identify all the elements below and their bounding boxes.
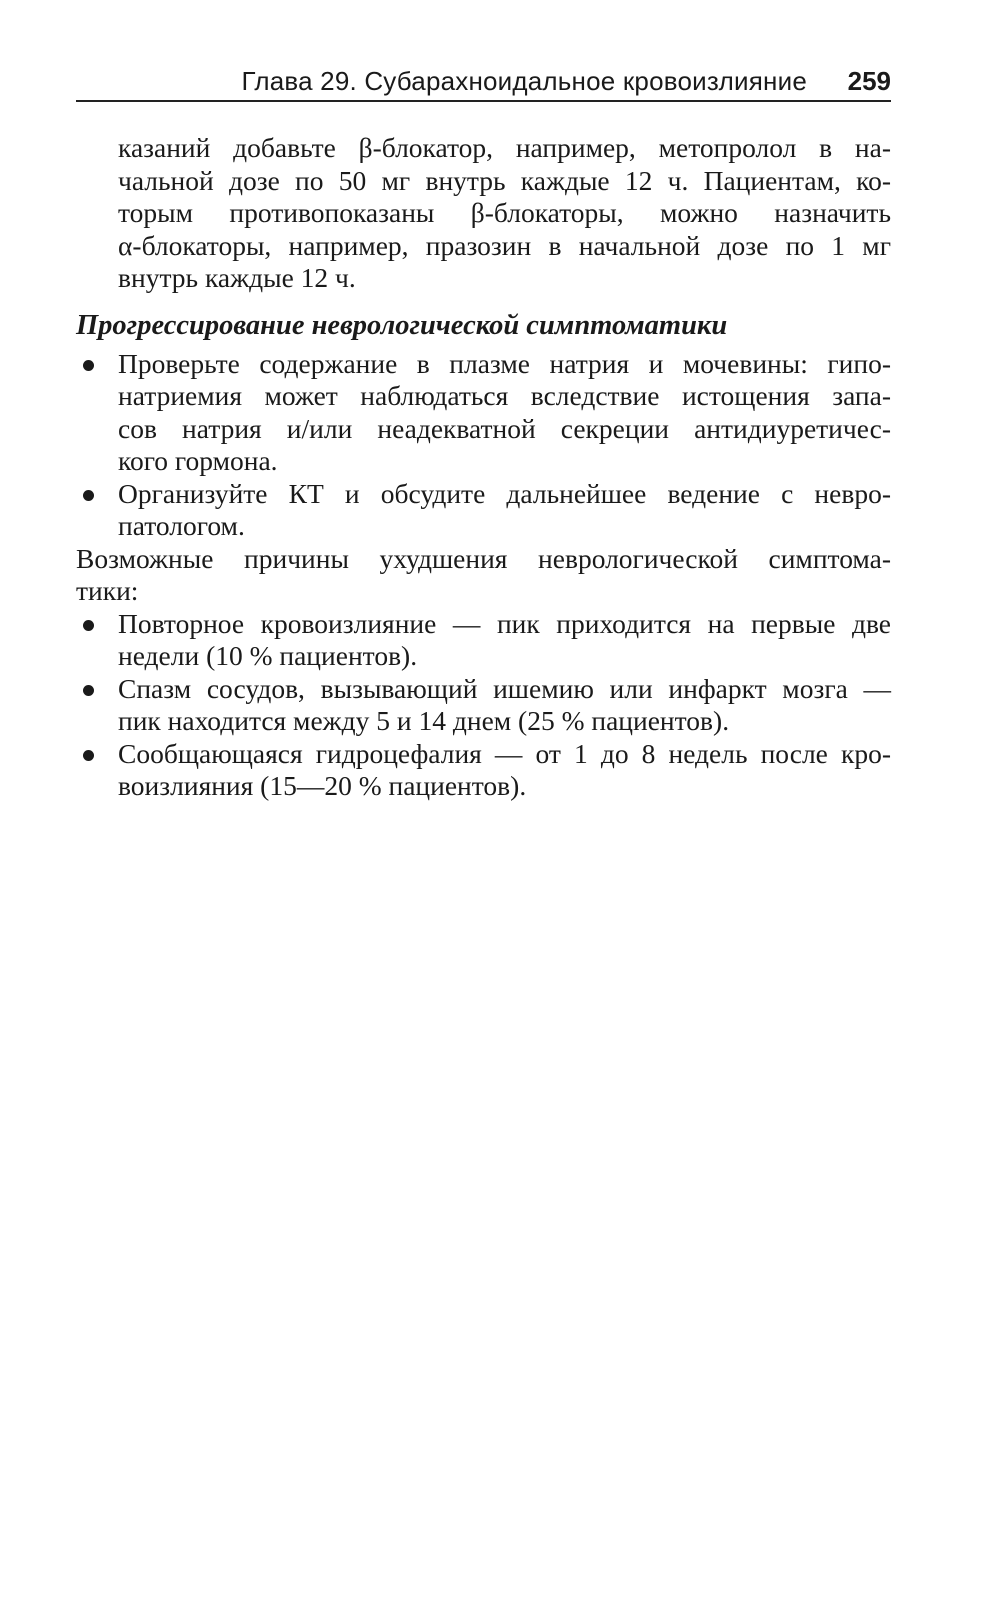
text-line: чальной дозе по 50 мг внутрь каждые 12 ч. Пациентам, ко- (118, 164, 891, 196)
text-line: Повторное кровоизлияние — пик приходится на первые две (118, 607, 891, 639)
text-line: натриемия может наблюдаться вследствие истощения запа- (118, 380, 891, 411)
causes-intro-paragraph (76, 543, 891, 608)
bullet-icon (83, 685, 94, 696)
text-line: торым противопоказаны β-блокаторы, можно назначить (118, 197, 891, 228)
bullet-list-actions (76, 348, 891, 543)
list-item (76, 673, 891, 738)
text-line: Проверьте содержание в плазме натрия и мочевины: гипо- (118, 347, 891, 379)
bullet-icon (83, 620, 94, 631)
list-item (76, 348, 891, 478)
text-line: внутрь каждые 12 ч. (118, 262, 356, 293)
page-number: 259 (847, 66, 891, 96)
body-text (76, 132, 891, 803)
text-line: сов натрия и/или неадекватной секреции антидиуретичес- (118, 412, 891, 444)
bullet-icon (83, 490, 94, 501)
bullet-list-causes (76, 608, 891, 803)
list-item (76, 608, 891, 673)
intro-paragraph (76, 132, 891, 295)
list-item (76, 738, 891, 803)
list-item (76, 478, 891, 543)
running-header (76, 64, 891, 102)
text-line: Спазм сосудов, вызывающий ишемию или инфаркт мозга — (118, 672, 891, 704)
bullet-icon (83, 750, 94, 761)
text-line: тики: (76, 575, 139, 606)
text-line: Сообщающаяся гидроцефалия — от 1 до 8 недель после кро- (118, 737, 891, 769)
text-line: α-блокаторы, например, празозин в начальной дозе по 1 мг (118, 229, 891, 261)
text-line: казаний добавьте β-блокатор, например, метопролол в на- (118, 132, 891, 163)
text-line: пик находится между 5 и 14 днем (25 % пациентов). (118, 705, 730, 736)
text-line: недели (10 % пациентов). (118, 640, 418, 671)
text-line: кого гормона. (118, 445, 278, 476)
text-line: воизлияния (15—20 % пациентов). (118, 770, 527, 801)
text-line: Возможные причины ухудшения неврологической симптома- (76, 542, 891, 574)
bullet-icon (83, 360, 94, 371)
text-line: патологом. (118, 510, 245, 541)
chapter-title: Глава 29. Субарахноидальное кровоизлияние (241, 66, 807, 96)
text-line: Организуйте КТ и обсудите дальнейшее ведение с невро- (118, 477, 891, 509)
section-heading: Прогрессирование неврологической симптоматики (76, 309, 728, 341)
